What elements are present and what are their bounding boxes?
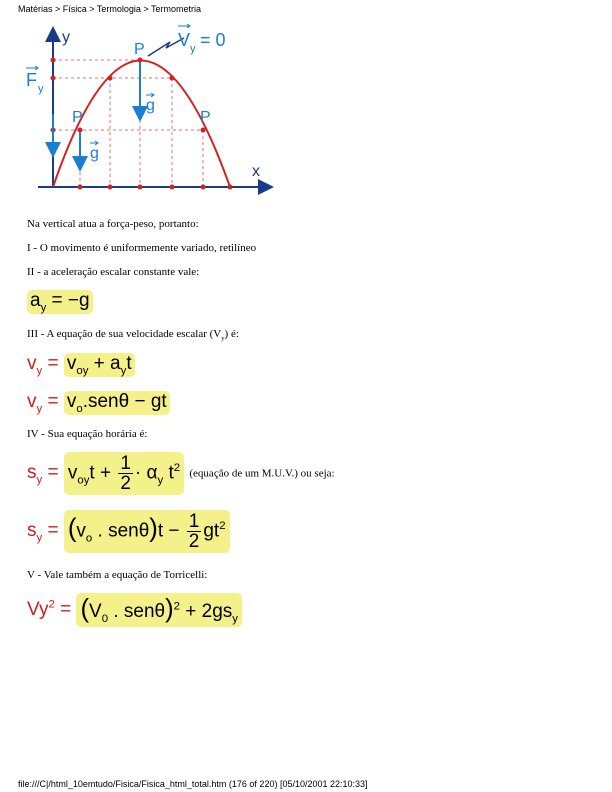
equation-vy-1: $v_y = v_{oy} + a_yt$ (27, 353, 135, 377)
g-left-label: g (90, 145, 99, 162)
equation-vy-2: $v_y = v_o.sen\theta$ − gt (27, 391, 170, 415)
p-left-label: P (72, 109, 83, 126)
footer-url: file:///C|/html_10emtudo/Fisica/Fisica_html_total.htm (176 of 220) [05/10/2001 22:10:33] (18, 779, 368, 789)
y-axis-label: y (62, 29, 70, 46)
p-right-label: P (200, 109, 211, 126)
p-top-label: P (134, 41, 145, 58)
item3-text: III - A equação de sua velocidade escalar $(V_y)$ é: (27, 328, 239, 343)
equation-sy-1: $s_y = v_{oy}t$ + $\frac{1}{2}$ · $\alpha_y$ $t^2$ (equação de um M.U.V.) ou seja: (27, 453, 335, 494)
breadcrumb: Matérias > Física > Termologia > Termometria (18, 4, 201, 14)
item5-text: V - Vale também a equação de Torricelli: (27, 569, 208, 581)
vy-sub-label: y (190, 43, 196, 55)
intro-text: Na vertical atua a força-peso, portanto: (27, 218, 199, 230)
x-axis-label: x (252, 163, 260, 180)
item2-text: II - a aceleração escalar constante vale: (27, 266, 200, 278)
fy-label: F (26, 70, 37, 90)
equation-torricelli: $Vy^2 = (V_0$ . $sen\theta)^2 + 2gs_y$ (27, 593, 242, 627)
vy-label: V (178, 30, 191, 50)
item1-text: I - O movimento é uniformemente variado, retilíneo (27, 242, 257, 254)
vy-value-label: = 0 (200, 30, 226, 50)
item4-text: IV - Sua equação horária é: (27, 428, 148, 440)
fy-sub-label: y (38, 83, 44, 95)
muv-note: (equação de um M.U.V.) ou seja: (189, 467, 335, 480)
g-top-label: g (146, 97, 155, 114)
equation-sy-2: $s_y = (v_o$ . senθ)t − $\frac{1}{2}$ $gt^2$ (27, 510, 230, 553)
trajectory-figure (20, 18, 280, 198)
equation-ay: $a_y = -g$ (27, 290, 93, 314)
